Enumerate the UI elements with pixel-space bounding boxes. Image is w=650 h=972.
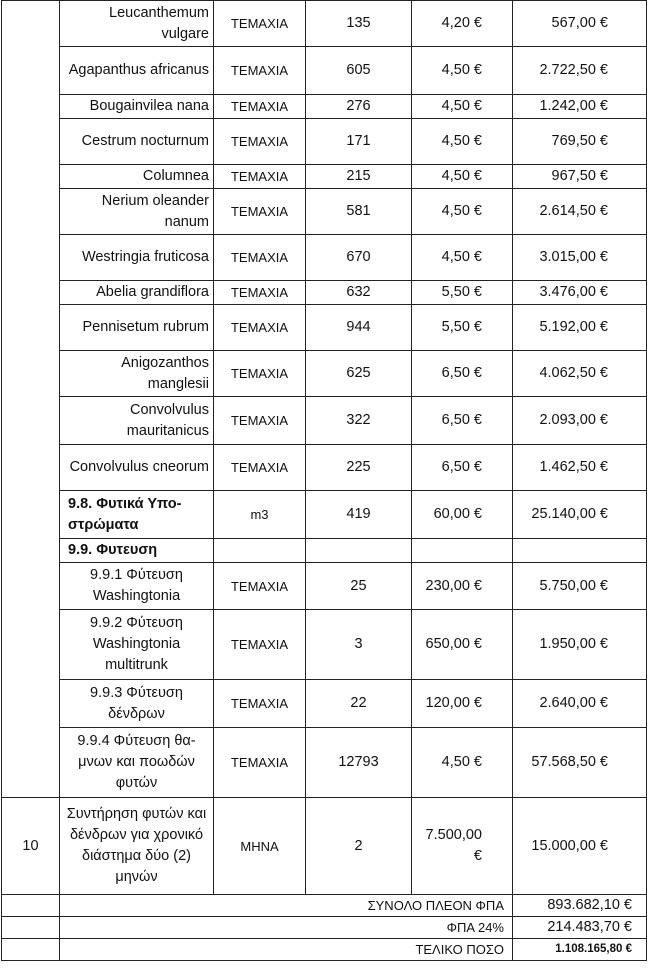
table-row <box>2 351 647 397</box>
unit-cell: ΤΕΜΑΧΙΑ <box>214 728 306 798</box>
unit-price-cell: 7.500,00 € <box>412 798 513 895</box>
unit-price-cell: 650,00 € <box>412 610 513 680</box>
table-row <box>2 397 647 445</box>
subtotal-value: 893.682,10 € <box>513 895 647 917</box>
quantity-cell: 944 <box>306 305 412 351</box>
price-table <box>1 0 647 961</box>
table-row <box>2 680 647 728</box>
item-cell: Συντήρηση φυτών και δένδρων για χρονικό διάστημα δύο (2) μηνών <box>60 798 214 895</box>
unit-price-cell: 4,50 € <box>412 95 513 119</box>
unit-cell: ΤΕΜΑΧΙΑ <box>214 680 306 728</box>
item-cell: Westringia fruticosa <box>60 235 214 281</box>
unit-cell: ΤΕΜΑΧΙΑ <box>214 1 306 47</box>
total-cell: 967,50 € <box>513 165 647 189</box>
quantity-cell: 632 <box>306 281 412 305</box>
unit-cell: ΤΕΜΑΧΙΑ <box>214 189 306 235</box>
total-cell: 2.722,50 € <box>513 47 647 95</box>
item-cell: Convolvulus mauritanicus <box>60 397 214 445</box>
table-row <box>2 610 647 680</box>
total-cell: 2.614,50 € <box>513 189 647 235</box>
unit-cell: ΤΕΜΑΧΙΑ <box>214 563 306 610</box>
item-cell: Convolvulus cneorum <box>60 445 214 491</box>
item-cell: 9.9.3 Φύτευση δένδρων <box>60 680 214 728</box>
unit-price-cell: 4,50 € <box>412 47 513 95</box>
item-cell: Agapanthus africanus <box>60 47 214 95</box>
final-amount-label: ΤΕΛΙΚΟ ΠΟΣΟ <box>60 939 513 961</box>
quantity-cell: 625 <box>306 351 412 397</box>
unit-price-cell: 120,00 € <box>412 680 513 728</box>
quantity-cell: 3 <box>306 610 412 680</box>
unit-cell: ΤΕΜΑΧΙΑ <box>214 95 306 119</box>
section-heading-cell: 9.9. Φυτευση <box>60 539 214 563</box>
unit-cell: ΤΕΜΑΧΙΑ <box>214 445 306 491</box>
table-row <box>2 165 647 189</box>
table-row <box>2 235 647 281</box>
unit-cell: ΤΕΜΑΧΙΑ <box>214 165 306 189</box>
quantity-cell: 2 <box>306 798 412 895</box>
vat-label: ΦΠΑ 24% <box>60 917 513 939</box>
summary-row <box>2 917 647 939</box>
quantity-cell: 419 <box>306 491 412 539</box>
unit-cell: ΤΕΜΑΧΙΑ <box>214 235 306 281</box>
total-cell: 769,50 € <box>513 119 647 165</box>
quantity-cell: 171 <box>306 119 412 165</box>
total-cell: 1.462,50 € <box>513 445 647 491</box>
table-row <box>2 1 647 47</box>
quantity-cell: 12793 <box>306 728 412 798</box>
item-cell: 9.9.4 Φύτευση θα-μνων και ποωδών φυτών <box>60 728 214 798</box>
quantity-cell: 605 <box>306 47 412 95</box>
unit-cell: ΤΕΜΑΧΙΑ <box>214 47 306 95</box>
table-row <box>2 281 647 305</box>
unit-price-cell: 4,50 € <box>412 728 513 798</box>
total-cell: 3.015,00 € <box>513 235 647 281</box>
unit-price-cell: 4,20 € <box>412 1 513 47</box>
summary-row <box>2 939 647 961</box>
empty-cell <box>412 539 513 563</box>
total-cell: 5.192,00 € <box>513 305 647 351</box>
empty-cell <box>2 917 60 939</box>
item-cell: Leucanthemum vulgare <box>60 1 214 47</box>
table-row <box>2 728 647 798</box>
quantity-cell: 135 <box>306 1 412 47</box>
item-cell: Bougainvilea nana <box>60 95 214 119</box>
unit-price-cell: 4,50 € <box>412 189 513 235</box>
table-row <box>2 563 647 610</box>
unit-price-cell: 6,50 € <box>412 445 513 491</box>
total-cell: 25.140,00 € <box>513 491 647 539</box>
empty-cell <box>2 939 60 961</box>
section-row <box>2 491 647 539</box>
summary-row <box>2 895 647 917</box>
item-cell: Pennisetum rubrum <box>60 305 214 351</box>
empty-cell <box>513 539 647 563</box>
total-cell: 4.062,50 € <box>513 351 647 397</box>
item-cell: Columnea <box>60 165 214 189</box>
item-cell: Abelia grandiflora <box>60 281 214 305</box>
table-row <box>2 95 647 119</box>
quantity-cell: 276 <box>306 95 412 119</box>
empty-cell <box>306 539 412 563</box>
unit-cell: ΤΕΜΑΧΙΑ <box>214 351 306 397</box>
unit-price-cell: 4,50 € <box>412 165 513 189</box>
row-number-cell: 10 <box>2 798 60 895</box>
unit-price-cell: 60,00 € <box>412 491 513 539</box>
total-cell: 5.750,00 € <box>513 563 647 610</box>
final-amount-value: 1.108.165,80 € <box>513 939 647 961</box>
quantity-cell: 225 <box>306 445 412 491</box>
total-cell: 3.476,00 € <box>513 281 647 305</box>
quantity-cell: 581 <box>306 189 412 235</box>
unit-price-cell: 6,50 € <box>412 351 513 397</box>
quantity-cell: 322 <box>306 397 412 445</box>
table-row <box>2 47 647 95</box>
total-cell: 2.093,00 € <box>513 397 647 445</box>
row-number-cell <box>2 1 60 798</box>
quantity-cell: 22 <box>306 680 412 728</box>
subtotal-label: ΣΥΝΟΛΟ ΠΛΕΟΝ ΦΠΑ <box>60 895 513 917</box>
unit-cell: ΤΕΜΑΧΙΑ <box>214 119 306 165</box>
unit-price-cell: 5,50 € <box>412 305 513 351</box>
unit-price-cell: 4,50 € <box>412 119 513 165</box>
table-row <box>2 305 647 351</box>
total-cell: 15.000,00 € <box>513 798 647 895</box>
item-cell: Cestrum nocturnum <box>60 119 214 165</box>
total-cell: 57.568,50 € <box>513 728 647 798</box>
total-cell: 1.950,00 € <box>513 610 647 680</box>
unit-price-cell: 230,00 € <box>412 563 513 610</box>
item-cell: Anigozanthos manglesii <box>60 351 214 397</box>
table-row <box>2 119 647 165</box>
empty-cell <box>2 895 60 917</box>
unit-cell: m3 <box>214 491 306 539</box>
item-cell: 9.9.2 Φύτευση Washingtonia multitrunk <box>60 610 214 680</box>
empty-cell <box>214 539 306 563</box>
item-cell: Nerium oleander nanum <box>60 189 214 235</box>
quantity-cell: 670 <box>306 235 412 281</box>
quantity-cell: 25 <box>306 563 412 610</box>
unit-cell: ΤΕΜΑΧΙΑ <box>214 281 306 305</box>
table-row <box>2 798 647 895</box>
item-cell: 9.9.1 Φύτευση Washingtonia <box>60 563 214 610</box>
quantity-cell: 215 <box>306 165 412 189</box>
total-cell: 567,00 € <box>513 1 647 47</box>
section-row <box>2 539 647 563</box>
total-cell: 1.242,00 € <box>513 95 647 119</box>
unit-price-cell: 6,50 € <box>412 397 513 445</box>
vat-value: 214.483,70 € <box>513 917 647 939</box>
total-cell: 2.640,00 € <box>513 680 647 728</box>
table-row <box>2 445 647 491</box>
unit-price-cell: 5,50 € <box>412 281 513 305</box>
unit-cell: ΜΗΝΑ <box>214 798 306 895</box>
unit-price-cell: 4,50 € <box>412 235 513 281</box>
table-row <box>2 189 647 235</box>
section-heading-cell: 9.8. Φυτικά Υπο-στρώματα <box>60 491 214 539</box>
unit-cell: ΤΕΜΑΧΙΑ <box>214 610 306 680</box>
unit-cell: ΤΕΜΑΧΙΑ <box>214 305 306 351</box>
unit-cell: ΤΕΜΑΧΙΑ <box>214 397 306 445</box>
